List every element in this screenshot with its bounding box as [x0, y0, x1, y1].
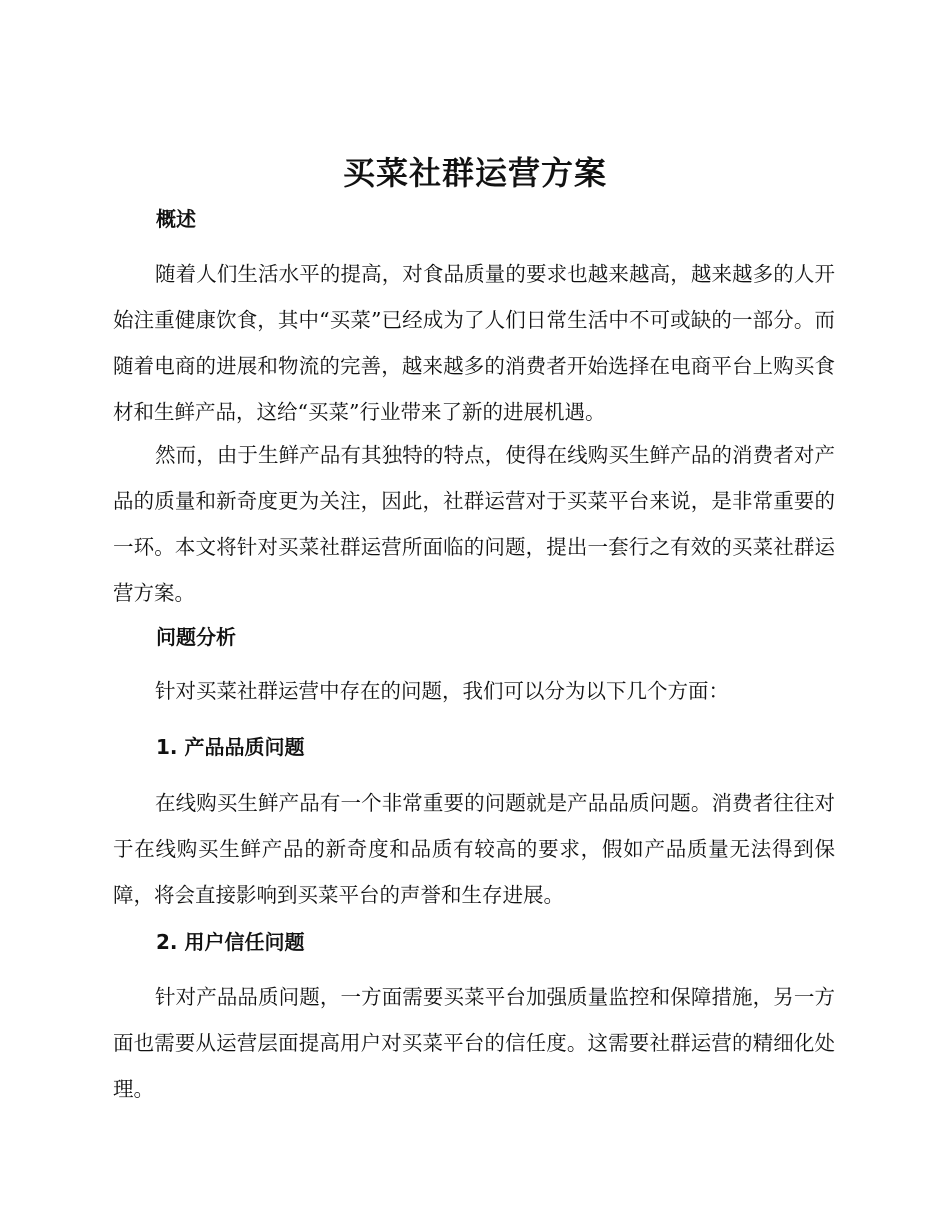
paragraph-analysis-intro: 针对买菜社群运营中存在的问题，我们可以分为以下几个方面： — [155, 679, 729, 703]
subheading-issue-2: 2. 用户信任问题 — [156, 930, 305, 954]
document-title: 买菜社群运营方案 — [342, 154, 607, 192]
section-heading-analysis: 问题分析 — [156, 625, 236, 649]
subheading-issue-1: 1. 产品品质问题 — [156, 735, 305, 759]
section-heading-overview: 概述 — [156, 207, 196, 231]
paragraph-issue-2: 针对产品品质问题，一方面需要买菜平台加强质量监控和保障措施，另一方面也需要从运营层面提高用户对买菜平台的信任度。这需要社群运营的精细化处理。 — [113, 985, 835, 1101]
paragraph-overview-1: 随着人们生活水平的提高，对食品质量的要求也越来越高，越来越多的人开始注重健康饮食，其中“买菜”已经成为了人们日常生活中不可或缺的一部分。而随着电商的进展和物流的完善，越来越多的消费者开始选择在电商平台上购买食材和生鲜产品，这给“买菜”行业带来了新的进展机遇。 — [113, 262, 835, 424]
paragraph-overview-2: 然而，由于生鲜产品有其独特的特点，使得在线购买生鲜产品的消费者对产品的质量和新奇度更为关注，因此，社群运营对于买菜平台来说，是非常重要的一环。本文将针对买菜社群运营所面临的问题，提出一套行之有效的买菜社群运营方案。 — [113, 443, 835, 605]
paragraph-issue-1: 在线购买生鲜产品有一个非常重要的问题就是产品品质问题。消费者往往对于在线购买生鲜产品的新奇度和品质有较高的要求，假如产品质量无法得到保障，将会直接影响到买菜平台的声誉和生存进展。 — [113, 791, 835, 907]
